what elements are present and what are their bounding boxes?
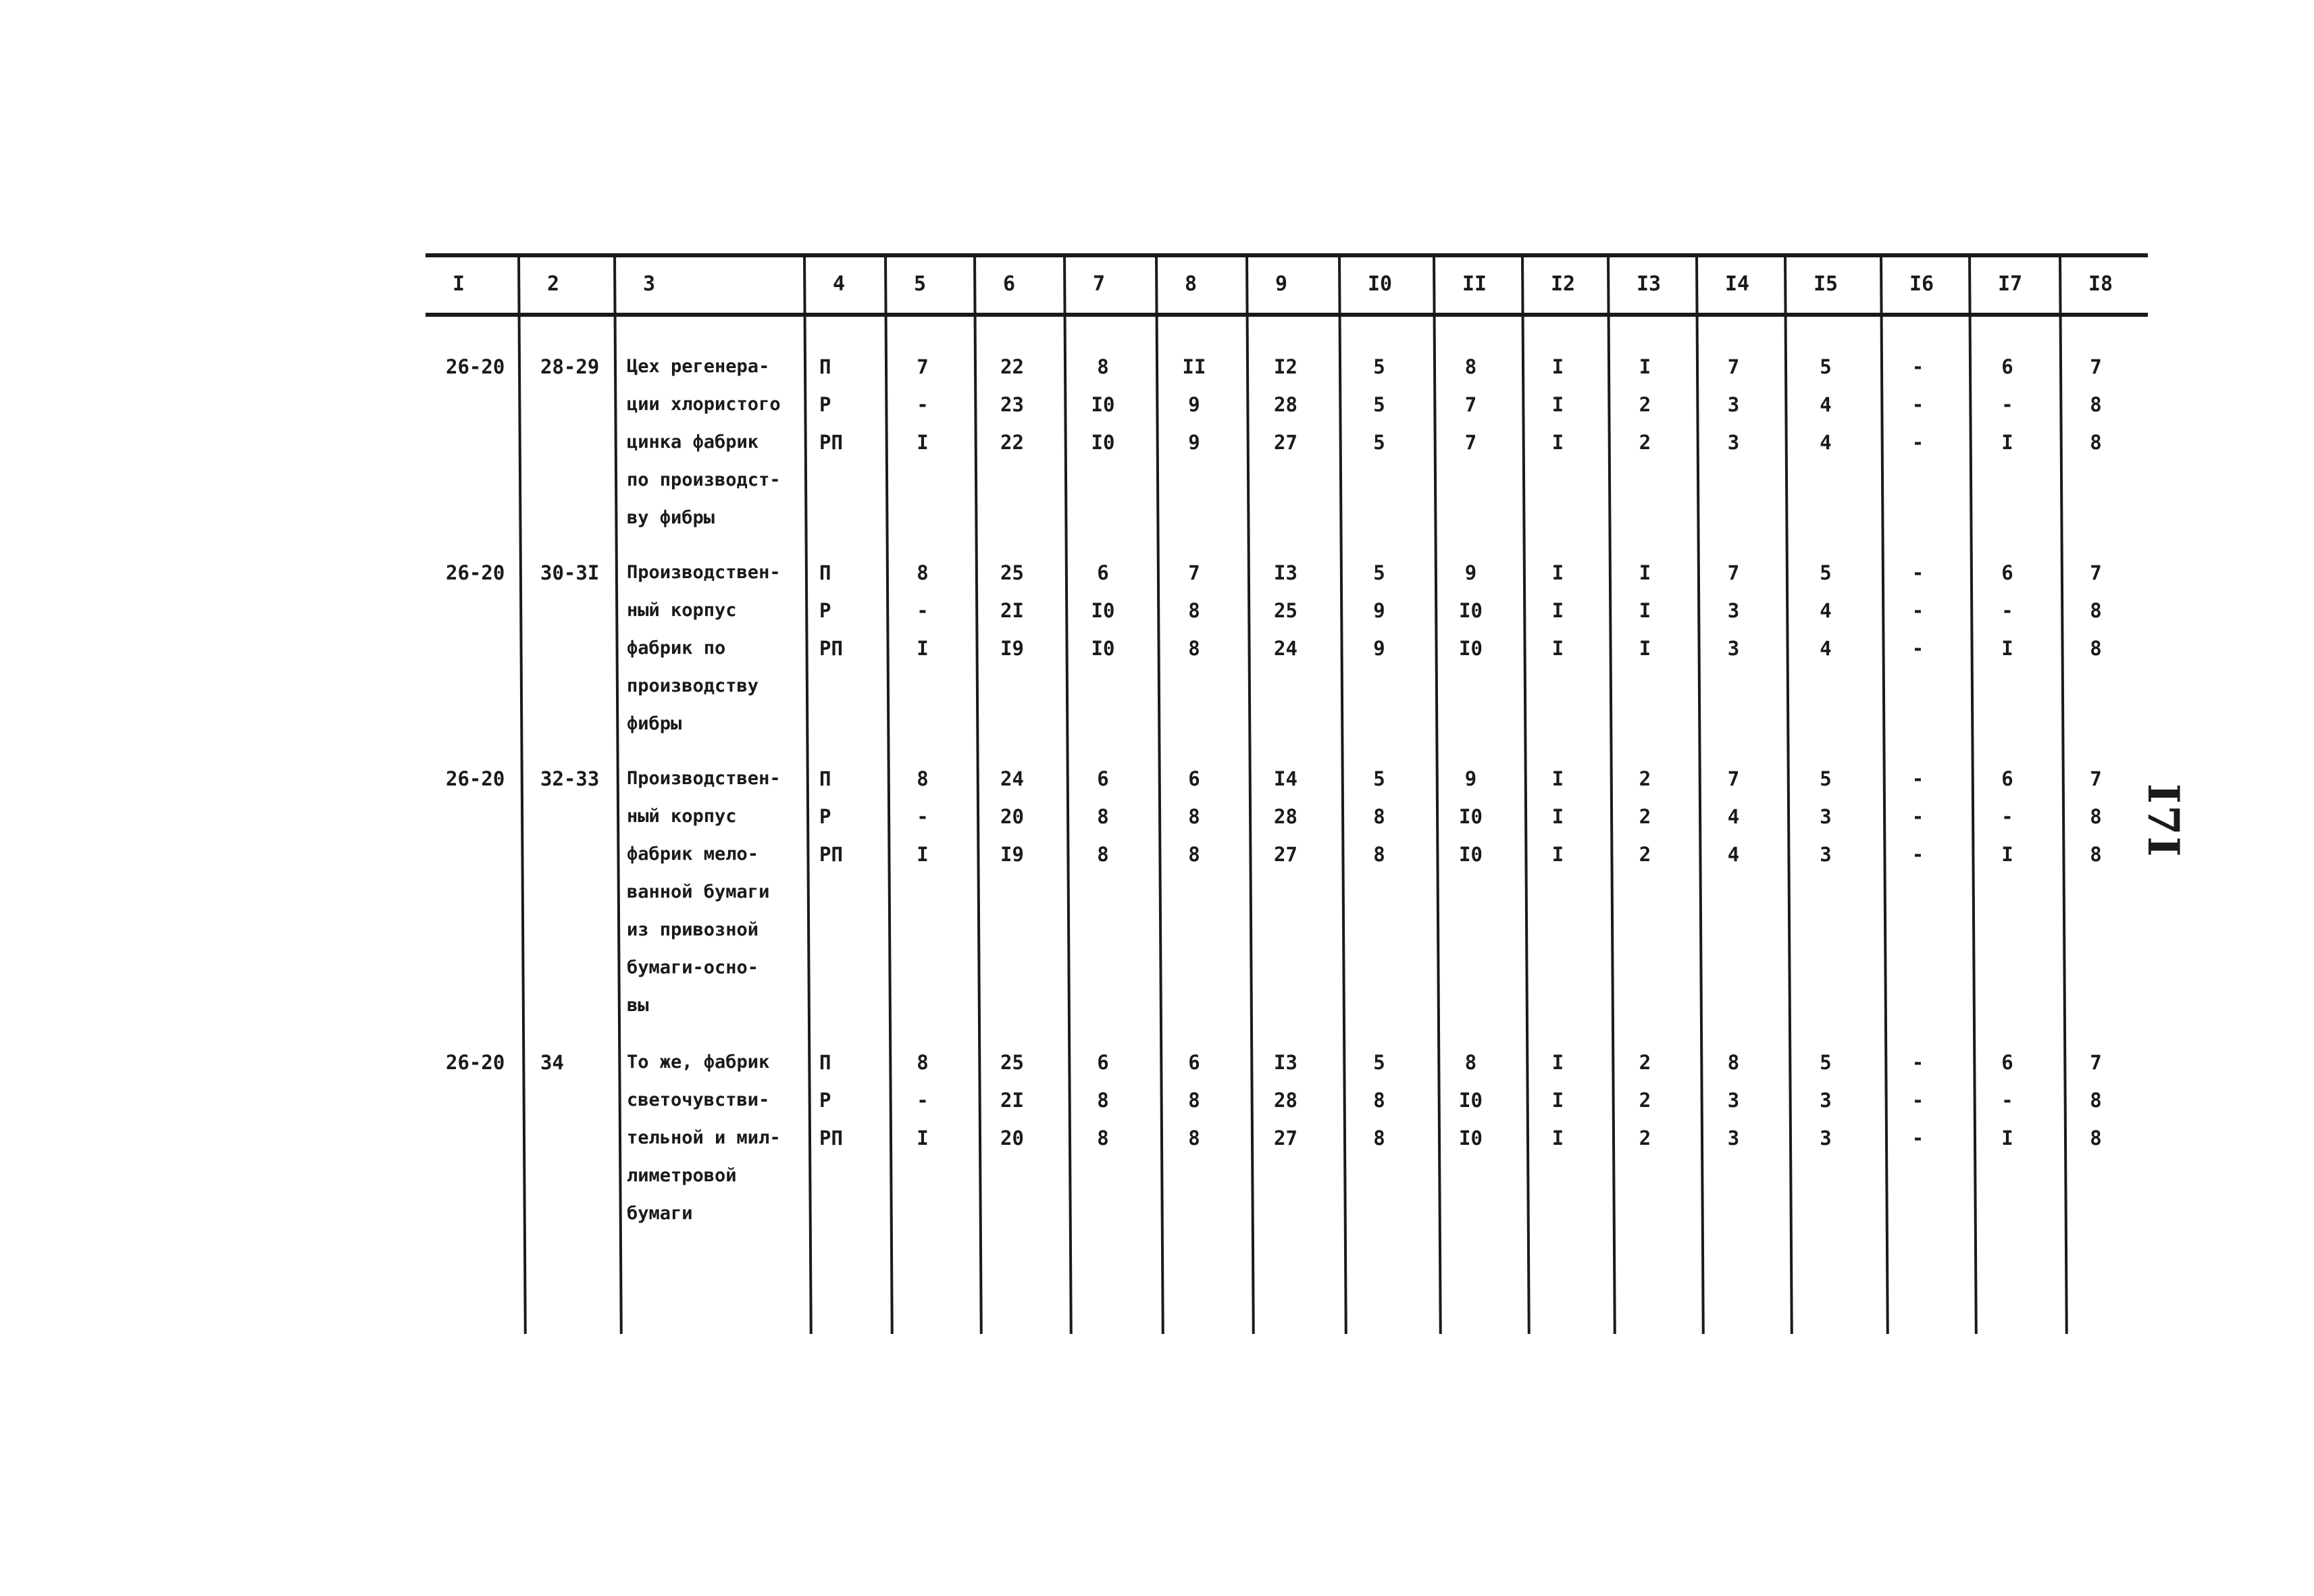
value-cell: 3 <box>1727 393 1740 416</box>
description-line: фибры <box>627 713 682 734</box>
value-cell: 7 <box>1188 561 1200 584</box>
value-cell: I <box>1551 637 1564 660</box>
value-cell: 8 <box>1097 843 1109 866</box>
value-cell: - <box>1911 561 1924 584</box>
value-cell: I <box>1551 599 1564 622</box>
value-cell: 8 <box>2090 1089 2102 1112</box>
value-cell: I9 <box>1000 843 1024 866</box>
value-cell: - <box>2001 599 2013 622</box>
value-cell: I <box>1551 1051 1564 1074</box>
value-cell: 20 <box>1000 805 1024 828</box>
value-cell: I0 <box>1459 1089 1483 1112</box>
value-cell: I0 <box>1459 843 1483 866</box>
value-cell: 8 <box>1188 805 1200 828</box>
column-rule <box>613 253 623 1334</box>
value-cell: 25 <box>1000 1051 1024 1074</box>
value-cell: I <box>2001 637 2013 660</box>
value-cell: - <box>1911 637 1924 660</box>
value-cell: 3 <box>1820 1089 1832 1112</box>
value-cell: 2 <box>1639 1089 1651 1112</box>
value-cell: II <box>1182 355 1206 378</box>
row-type: Р <box>819 805 831 828</box>
column-header: 4 <box>833 272 846 296</box>
value-cell: 28 <box>1274 393 1297 416</box>
value-cell: I <box>1551 561 1564 584</box>
value-cell: 5 <box>1373 1051 1385 1074</box>
description-line: фабрик мело- <box>627 844 759 865</box>
column-header: 2 <box>547 272 560 296</box>
value-cell: 6 <box>1188 767 1200 790</box>
value-cell: 4 <box>1820 393 1832 416</box>
description-line: ванной бумаги <box>627 881 770 902</box>
column-rule <box>1521 253 1531 1334</box>
value-cell: 4 <box>1820 431 1832 454</box>
value-cell: - <box>1911 805 1924 828</box>
value-cell: I <box>1639 561 1651 584</box>
value-cell: 8 <box>917 561 929 584</box>
value-cell: I <box>917 1127 929 1150</box>
value-cell: 3 <box>1820 1127 1832 1150</box>
value-cell: 8 <box>917 767 929 790</box>
column-header: I <box>453 272 465 296</box>
column-header: 7 <box>1093 272 1106 296</box>
value-cell: I <box>1551 431 1564 454</box>
description-line: из привозной <box>627 919 759 940</box>
value-cell: 8 <box>1188 1089 1200 1112</box>
value-cell: I <box>2001 843 2013 866</box>
value-cell: 2 <box>1639 1127 1651 1150</box>
value-cell: I3 <box>1274 1051 1297 1074</box>
value-cell: I0 <box>1091 637 1115 660</box>
value-cell: - <box>917 393 929 416</box>
row-pages: 30-3I <box>540 561 600 584</box>
value-cell: 8 <box>2090 637 2102 660</box>
value-cell: I <box>1551 355 1564 378</box>
value-cell: I0 <box>1091 431 1115 454</box>
value-cell: 3 <box>1820 805 1832 828</box>
value-cell: 20 <box>1000 1127 1024 1150</box>
column-rule <box>1784 253 1793 1334</box>
value-cell: I <box>1551 1127 1564 1150</box>
value-cell: 5 <box>1373 431 1385 454</box>
column-header: 9 <box>1275 272 1288 296</box>
value-cell: 2I <box>1000 599 1024 622</box>
value-cell: 2 <box>1639 843 1651 866</box>
value-cell: 4 <box>1727 805 1740 828</box>
row-description <box>627 554 781 743</box>
column-rule <box>1968 253 1978 1334</box>
value-cell: 5 <box>1820 767 1832 790</box>
value-cell: 24 <box>1274 637 1297 660</box>
value-cell: - <box>917 599 929 622</box>
value-cell: I0 <box>1091 599 1115 622</box>
page-number: I7I <box>2138 783 2188 858</box>
column-header: 8 <box>1185 272 1198 296</box>
value-cell: 2 <box>1639 805 1651 828</box>
value-cell: 27 <box>1274 1127 1297 1150</box>
value-cell: 25 <box>1274 599 1297 622</box>
column-rule <box>803 253 813 1334</box>
value-cell: 7 <box>1727 355 1740 378</box>
row-type: Р <box>819 599 831 622</box>
description-line: вы <box>627 995 649 1016</box>
column-header: I6 <box>1909 272 1934 296</box>
column-rule <box>1695 253 1705 1334</box>
value-cell: I2 <box>1274 355 1297 378</box>
value-cell: 9 <box>1188 431 1200 454</box>
row-code: 26-20 <box>446 767 505 790</box>
description-line: То же, фабрик <box>627 1052 770 1073</box>
value-cell: 7 <box>1727 767 1740 790</box>
row-code: 26-20 <box>446 1051 505 1074</box>
value-cell: - <box>1911 431 1924 454</box>
value-cell: 6 <box>2001 561 2013 584</box>
value-cell: 5 <box>1373 767 1385 790</box>
value-cell: 28 <box>1274 1089 1297 1112</box>
value-cell: 22 <box>1000 355 1024 378</box>
value-cell: 22 <box>1000 431 1024 454</box>
row-type: РП <box>819 637 843 660</box>
description-line: цинка фабрик <box>627 432 759 453</box>
value-cell: 7 <box>2090 355 2102 378</box>
column-rule <box>884 253 894 1334</box>
value-cell: I4 <box>1274 767 1297 790</box>
description-line: ции хлористого <box>627 394 781 415</box>
value-cell: 7 <box>917 355 929 378</box>
value-cell: 8 <box>1373 805 1385 828</box>
column-rule <box>1880 253 1889 1334</box>
row-type: Р <box>819 1089 831 1112</box>
column-rule <box>1155 253 1164 1334</box>
value-cell: 2 <box>1639 393 1651 416</box>
value-cell: I3 <box>1274 561 1297 584</box>
value-cell: 7 <box>1464 393 1477 416</box>
value-cell: - <box>1911 599 1924 622</box>
value-cell: - <box>2001 805 2013 828</box>
value-cell: - <box>2001 393 2013 416</box>
value-cell: 5 <box>1820 355 1832 378</box>
value-cell: - <box>1911 767 1924 790</box>
value-cell: 6 <box>1097 767 1109 790</box>
value-cell: 8 <box>2090 805 2102 828</box>
row-pages: 34 <box>540 1051 564 1074</box>
column-header: I8 <box>2088 272 2113 296</box>
value-cell: 8 <box>1188 637 1200 660</box>
value-cell: - <box>1911 843 1924 866</box>
column-header: I7 <box>1998 272 2023 296</box>
description-line: бумаги-осно- <box>627 957 759 978</box>
value-cell: 3 <box>1820 843 1832 866</box>
value-cell: 8 <box>2090 1127 2102 1150</box>
value-cell: - <box>917 805 929 828</box>
value-cell: 6 <box>2001 355 2013 378</box>
value-cell: 7 <box>2090 1051 2102 1074</box>
value-cell: 7 <box>1727 561 1740 584</box>
value-cell: 8 <box>1188 599 1200 622</box>
row-type: П <box>819 767 831 790</box>
value-cell: 9 <box>1188 393 1200 416</box>
column-header: II <box>1462 272 1487 296</box>
value-cell: 8 <box>1464 355 1477 378</box>
value-cell: 9 <box>1373 637 1385 660</box>
row-pages: 32-33 <box>540 767 600 790</box>
value-cell: 8 <box>2090 599 2102 622</box>
column-header: I2 <box>1551 272 1576 296</box>
column-rule <box>1607 253 1616 1334</box>
value-cell: I <box>917 843 929 866</box>
value-cell: - <box>1911 1089 1924 1112</box>
value-cell: - <box>2001 1089 2013 1112</box>
value-cell: 25 <box>1000 561 1024 584</box>
value-cell: I <box>2001 1127 2013 1150</box>
column-rule <box>1063 253 1073 1334</box>
value-cell: 23 <box>1000 393 1024 416</box>
value-cell: 7 <box>2090 561 2102 584</box>
column-header: I3 <box>1637 272 1662 296</box>
value-cell: 27 <box>1274 431 1297 454</box>
description-line: фабрик по <box>627 638 726 659</box>
value-cell: - <box>1911 1127 1924 1150</box>
value-cell: I <box>917 637 929 660</box>
column-header: I5 <box>1814 272 1839 296</box>
description-line: тельной и мил- <box>627 1127 781 1148</box>
value-cell: I <box>1551 767 1564 790</box>
description-line: производству <box>627 675 759 696</box>
value-cell: 5 <box>1820 561 1832 584</box>
value-cell: 7 <box>1464 431 1477 454</box>
value-cell: 3 <box>1727 637 1740 660</box>
row-type: П <box>819 1051 831 1074</box>
value-cell: 5 <box>1373 561 1385 584</box>
column-rule <box>1338 253 1347 1334</box>
value-cell: 3 <box>1727 599 1740 622</box>
value-cell: 5 <box>1373 355 1385 378</box>
description-line: ный корпус <box>627 600 737 621</box>
value-cell: 9 <box>1464 767 1477 790</box>
column-rule <box>973 253 983 1334</box>
value-cell: 4 <box>1727 843 1740 866</box>
header-bottom-rule <box>426 313 2148 317</box>
value-cell: 8 <box>1464 1051 1477 1074</box>
value-cell: I0 <box>1459 599 1483 622</box>
value-cell: 5 <box>1373 393 1385 416</box>
column-rule <box>1245 253 1255 1334</box>
row-type: П <box>819 561 831 584</box>
description-line: по производст- <box>627 469 781 490</box>
description-line: Производствен- <box>627 562 781 583</box>
value-cell: 6 <box>1097 1051 1109 1074</box>
column-rule <box>1433 253 1442 1334</box>
value-cell: 8 <box>1373 1089 1385 1112</box>
value-cell: I <box>1639 355 1651 378</box>
column-header: I0 <box>1368 272 1393 296</box>
value-cell: 6 <box>1188 1051 1200 1074</box>
row-type: РП <box>819 843 843 866</box>
value-cell: 24 <box>1000 767 1024 790</box>
column-rule <box>2059 253 2068 1334</box>
table-top-rule <box>426 253 2148 257</box>
column-header: 3 <box>643 272 656 296</box>
description-line: ный корпус <box>627 806 737 827</box>
value-cell: 8 <box>2090 843 2102 866</box>
value-cell: I <box>1639 637 1651 660</box>
column-rule <box>517 253 527 1334</box>
value-cell: 8 <box>1373 843 1385 866</box>
row-type: Р <box>819 393 831 416</box>
value-cell: 6 <box>2001 767 2013 790</box>
value-cell: - <box>917 1089 929 1112</box>
value-cell: 8 <box>2090 393 2102 416</box>
row-pages: 28-29 <box>540 355 600 378</box>
row-description <box>627 760 781 1025</box>
column-header: 5 <box>914 272 927 296</box>
row-type: РП <box>819 431 843 454</box>
description-line: бумаги <box>627 1203 693 1224</box>
value-cell: I0 <box>1459 637 1483 660</box>
value-cell: I <box>1551 805 1564 828</box>
value-cell: 8 <box>2090 431 2102 454</box>
row-type: РП <box>819 1127 843 1150</box>
value-cell: 8 <box>1097 805 1109 828</box>
value-cell: 9 <box>1464 561 1477 584</box>
value-cell: 2 <box>1639 767 1651 790</box>
value-cell: 2 <box>1639 431 1651 454</box>
value-cell: 2I <box>1000 1089 1024 1112</box>
description-line: Производствен- <box>627 768 781 789</box>
value-cell: 3 <box>1727 431 1740 454</box>
value-cell: 8 <box>917 1051 929 1074</box>
value-cell: 6 <box>1097 561 1109 584</box>
value-cell: - <box>1911 1051 1924 1074</box>
value-cell: I0 <box>1091 393 1115 416</box>
value-cell: I <box>2001 431 2013 454</box>
value-cell: 9 <box>1373 599 1385 622</box>
column-header: 6 <box>1003 272 1016 296</box>
value-cell: I9 <box>1000 637 1024 660</box>
value-cell: I <box>1551 393 1564 416</box>
row-code: 26-20 <box>446 561 505 584</box>
row-code: 26-20 <box>446 355 505 378</box>
row-description <box>627 348 781 537</box>
value-cell: 6 <box>2001 1051 2013 1074</box>
column-header: I4 <box>1725 272 1750 296</box>
description-line: Цех регенера- <box>627 356 770 377</box>
value-cell: I <box>917 431 929 454</box>
row-description <box>627 1044 781 1233</box>
value-cell: 8 <box>1373 1127 1385 1150</box>
value-cell: 8 <box>1727 1051 1740 1074</box>
value-cell: 5 <box>1820 1051 1832 1074</box>
description-line: лиметровой <box>627 1165 737 1186</box>
value-cell: 28 <box>1274 805 1297 828</box>
value-cell: 2 <box>1639 1051 1651 1074</box>
value-cell: 3 <box>1727 1089 1740 1112</box>
value-cell: 7 <box>2090 767 2102 790</box>
value-cell: I <box>1551 843 1564 866</box>
value-cell: 8 <box>1097 355 1109 378</box>
description-line: светочувстви- <box>627 1089 770 1110</box>
value-cell: 4 <box>1820 637 1832 660</box>
value-cell: I0 <box>1459 805 1483 828</box>
value-cell: I <box>1551 1089 1564 1112</box>
value-cell: I <box>1639 599 1651 622</box>
value-cell: 4 <box>1820 599 1832 622</box>
value-cell: I0 <box>1459 1127 1483 1150</box>
row-type: П <box>819 355 831 378</box>
value-cell: 27 <box>1274 843 1297 866</box>
value-cell: 8 <box>1097 1089 1109 1112</box>
value-cell: 3 <box>1727 1127 1740 1150</box>
value-cell: - <box>1911 355 1924 378</box>
value-cell: - <box>1911 393 1924 416</box>
description-line: ву фибры <box>627 507 715 528</box>
value-cell: 8 <box>1188 843 1200 866</box>
value-cell: 8 <box>1097 1127 1109 1150</box>
value-cell: 8 <box>1188 1127 1200 1150</box>
